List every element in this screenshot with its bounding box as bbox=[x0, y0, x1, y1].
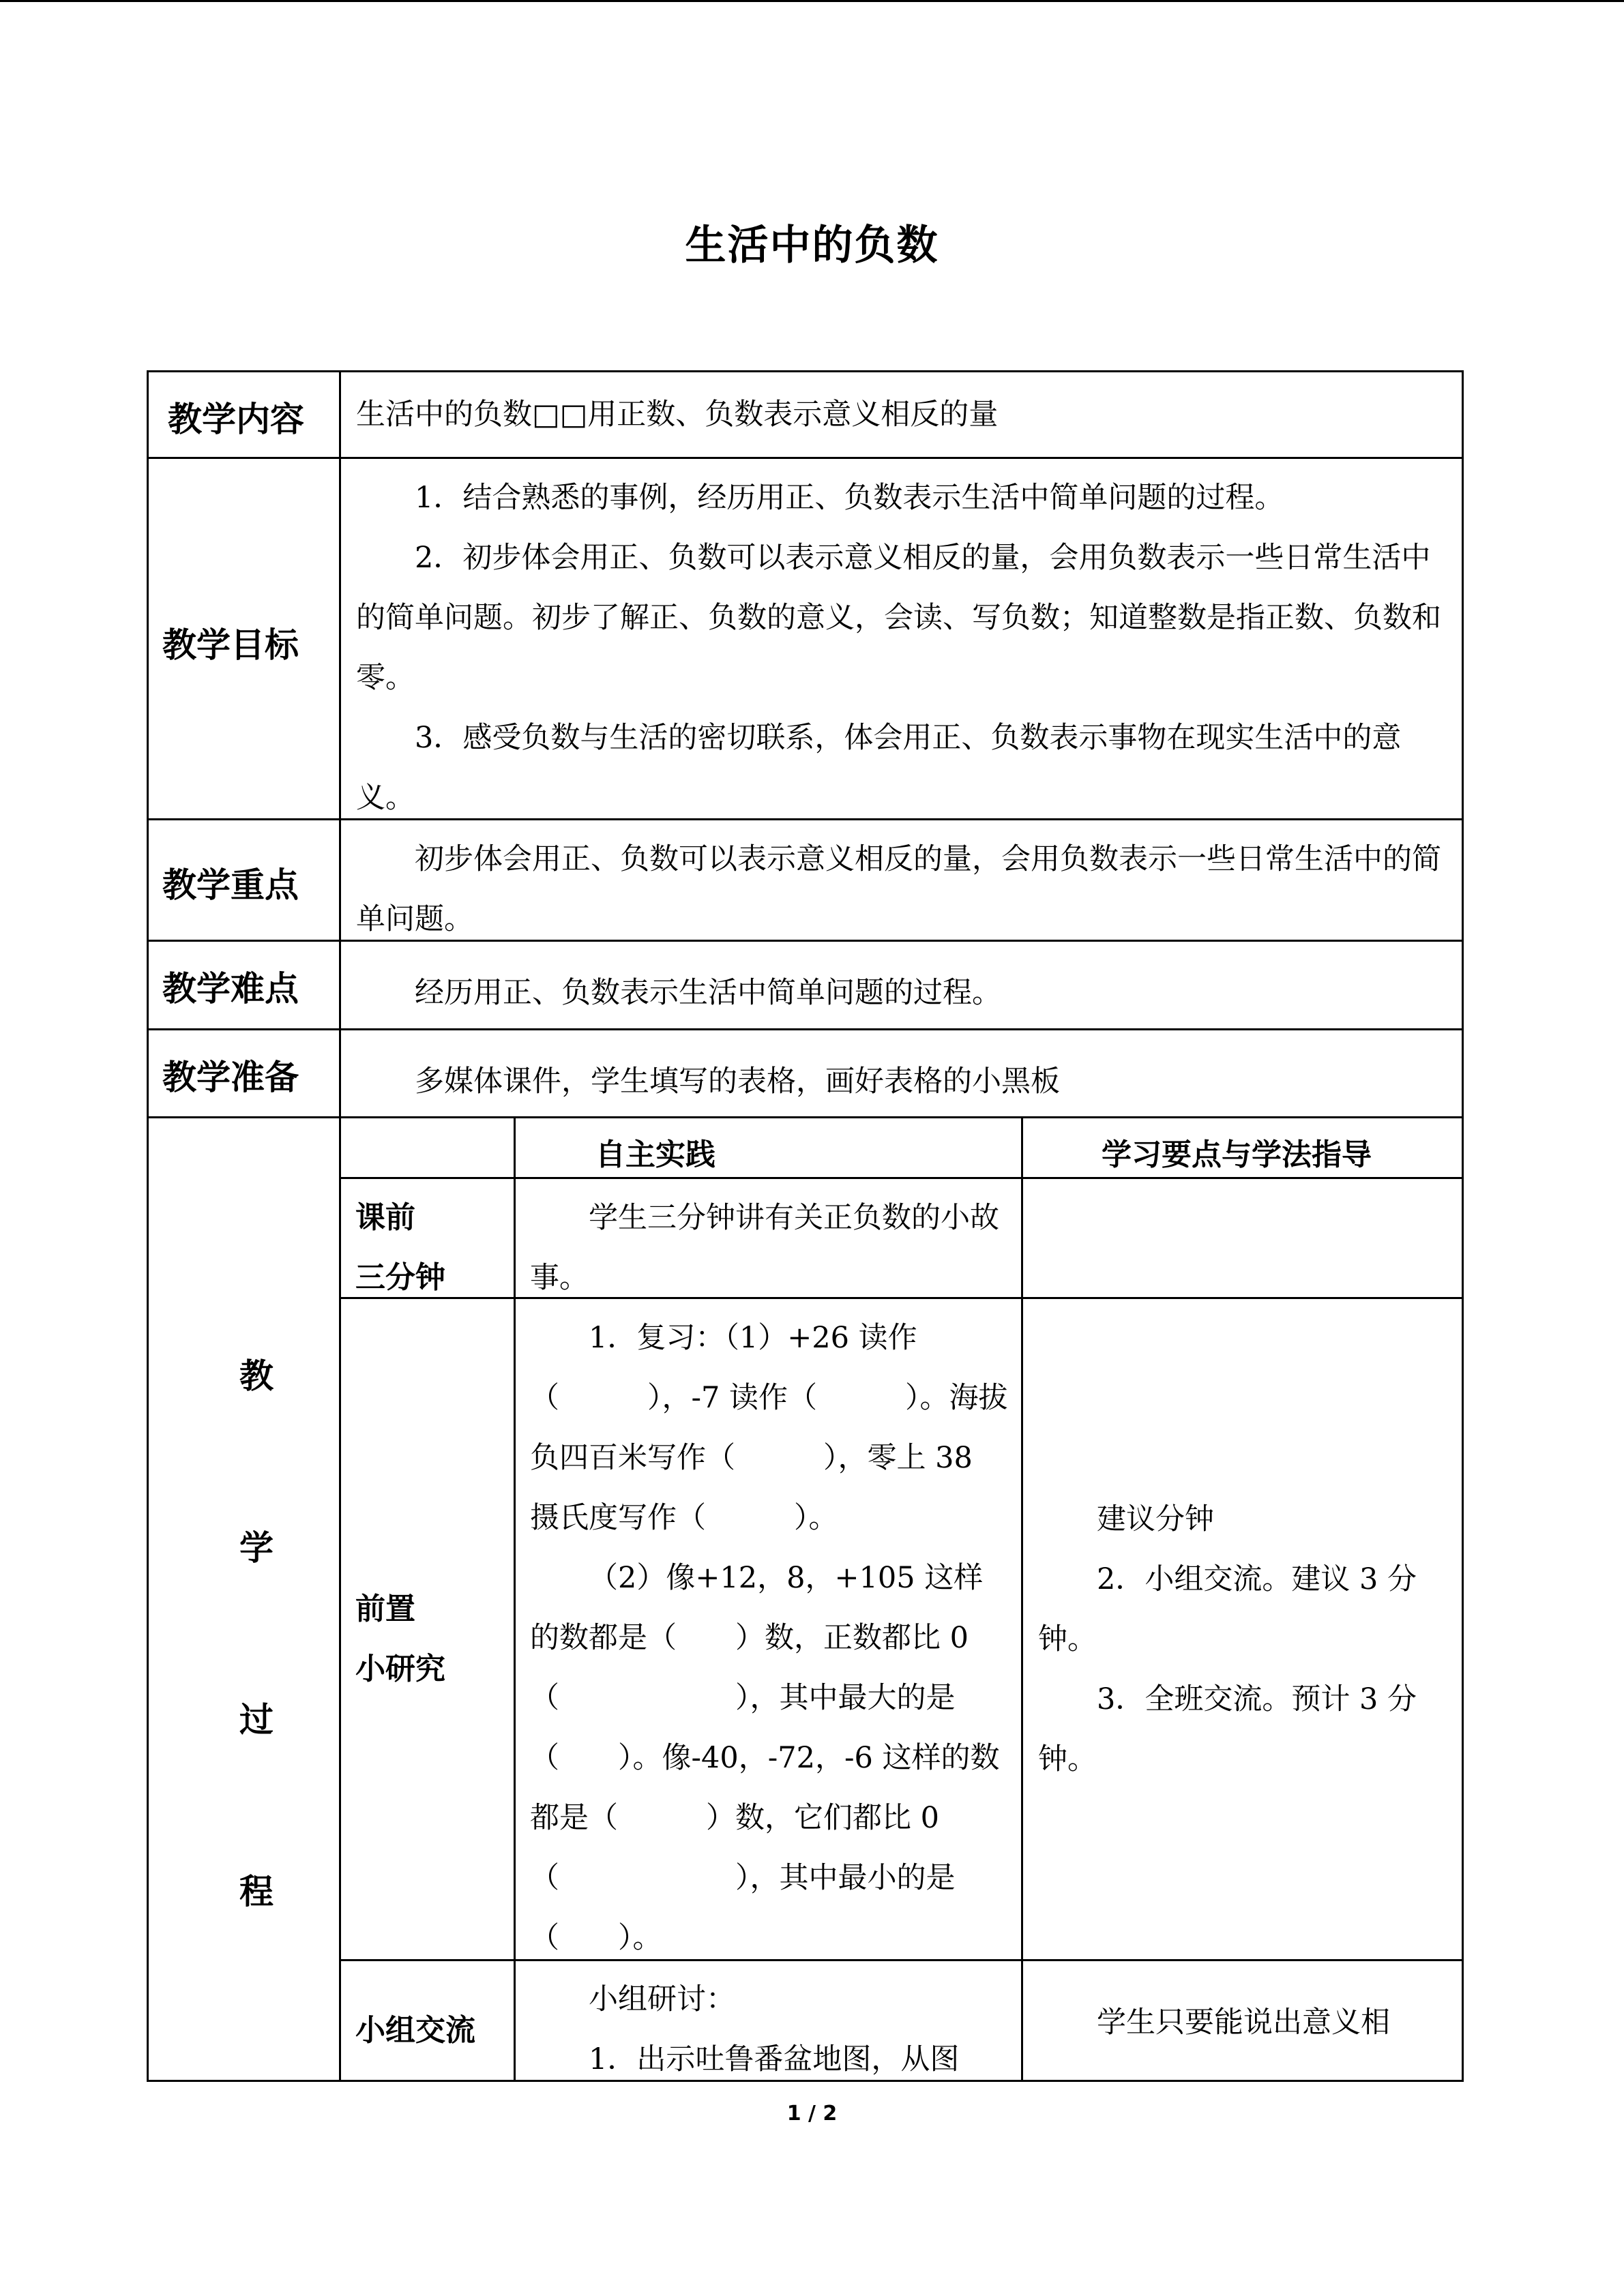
pre-class-practice bbox=[530, 1188, 1007, 1308]
goal-1: 1．结合熟悉的事例，经历用正、负数表示生活中简单问题的过程。 bbox=[415, 481, 1284, 515]
group-discussion-item-1: 1．出示吐鲁番盆地图，从图 bbox=[589, 2042, 960, 2076]
goal-3: 3．感受负数与生活的密切联系，体会用正、负数表示事物在现实生活中的意义。 bbox=[356, 721, 1402, 815]
process-col-divider bbox=[1021, 1116, 1023, 2082]
row-border bbox=[147, 370, 1464, 372]
key-point-label: 教学重点 bbox=[162, 865, 299, 905]
preparation-paragraph: 多媒体课件，学生填写的表格，画好表格的小黑板 bbox=[415, 1064, 1060, 1099]
group-exchange-practice bbox=[530, 1969, 1009, 2089]
table-right-border bbox=[1462, 370, 1464, 2082]
page-number: 1 / 2 bbox=[786, 2102, 838, 2126]
pre-study-label-line1: 前置 bbox=[355, 1592, 415, 1626]
row-border bbox=[147, 1116, 1464, 1118]
table-left-border bbox=[147, 370, 149, 2082]
group-discussion-heading: 小组研讨： bbox=[589, 1982, 735, 2016]
difficulty-paragraph: 经历用正、负数表示生活中简单问题的过程。 bbox=[415, 976, 1001, 1010]
pre-study-label-line2: 小研究 bbox=[355, 1652, 445, 1686]
difficulty-text bbox=[356, 963, 1447, 1023]
content-text: 生活中的负数□□用正数、负数表示意义相反的量 bbox=[356, 398, 999, 432]
pre-study-guide bbox=[1038, 1489, 1449, 1789]
key-point-paragraph: 初步体会用正、负数可以表示意义相反的量，会用负数表示一些日常生活中的简单问题。 bbox=[356, 842, 1441, 936]
label-column-divider bbox=[339, 370, 341, 2082]
group-exchange-guide bbox=[1038, 1993, 1449, 2053]
guide-class-exchange: 3．全班交流。预计 3 分钟。 bbox=[1038, 1682, 1417, 1776]
pre-study-review-2: （2）像+12，8，+105 这样的数都是（ ）数，正数都比 0（ ），其中最大的是（ ）。像-40，-72，-6 这样的数都是（ ）数，它们都比 0（ ），其中最小的是（ ）。 bbox=[530, 1561, 1000, 1955]
process-side-char: 过 bbox=[239, 1700, 274, 1740]
col-header-practice: 自主实践 bbox=[595, 1137, 715, 1172]
process-side-char: 教 bbox=[239, 1356, 274, 1396]
content-label: 教学内容 bbox=[168, 400, 304, 439]
pre-study-practice bbox=[530, 1308, 1009, 1968]
process-side-char: 学 bbox=[239, 1528, 274, 1568]
row-border bbox=[147, 457, 1464, 459]
process-side-char: 程 bbox=[239, 1872, 274, 1911]
key-point-text bbox=[356, 829, 1447, 949]
pre-study-review-1: 1．复习：（1）+26 读作（ ），-7 读作（ ）。海拔负四百米写作（ ），零上 38 摄氏度写作（ ）。 bbox=[530, 1321, 1008, 1535]
page-title: 生活中的负数 bbox=[685, 222, 939, 269]
goals-label: 教学目标 bbox=[162, 625, 299, 665]
group-exchange-guide-paragraph: 学生只要能说出意义相 bbox=[1097, 2006, 1390, 2040]
page-top-border bbox=[0, 0, 1624, 2]
preparation-label: 教学准备 bbox=[162, 1058, 299, 1097]
pre-class-label-line2: 三分钟 bbox=[355, 1260, 445, 1295]
group-exchange-label: 小组交流 bbox=[355, 2013, 475, 2048]
pre-class-label-line1: 课前 bbox=[355, 1200, 415, 1235]
col-header-guide: 学习要点与学法指导 bbox=[1102, 1137, 1372, 1172]
goals-text bbox=[356, 468, 1447, 828]
pre-class-practice-paragraph: 学生三分钟讲有关正负数的小故事。 bbox=[530, 1201, 999, 1295]
goal-2: 2．初步体会用正、负数可以表示意义相反的量，会用负数表示一些日常生活中的简单问题。初步了解正、负数的意义，会读、写负数；知道整数是指正数、负数和零。 bbox=[356, 541, 1441, 695]
process-col-divider bbox=[514, 1116, 516, 2082]
guide-group-exchange: 2．小组交流。建议 3 分钟。 bbox=[1038, 1562, 1417, 1656]
guide-suggested-time: 建议分钟 bbox=[1097, 1502, 1214, 1536]
preparation-text bbox=[356, 1052, 1447, 1112]
difficulty-label: 教学难点 bbox=[162, 969, 299, 1009]
row-border bbox=[147, 1028, 1464, 1030]
